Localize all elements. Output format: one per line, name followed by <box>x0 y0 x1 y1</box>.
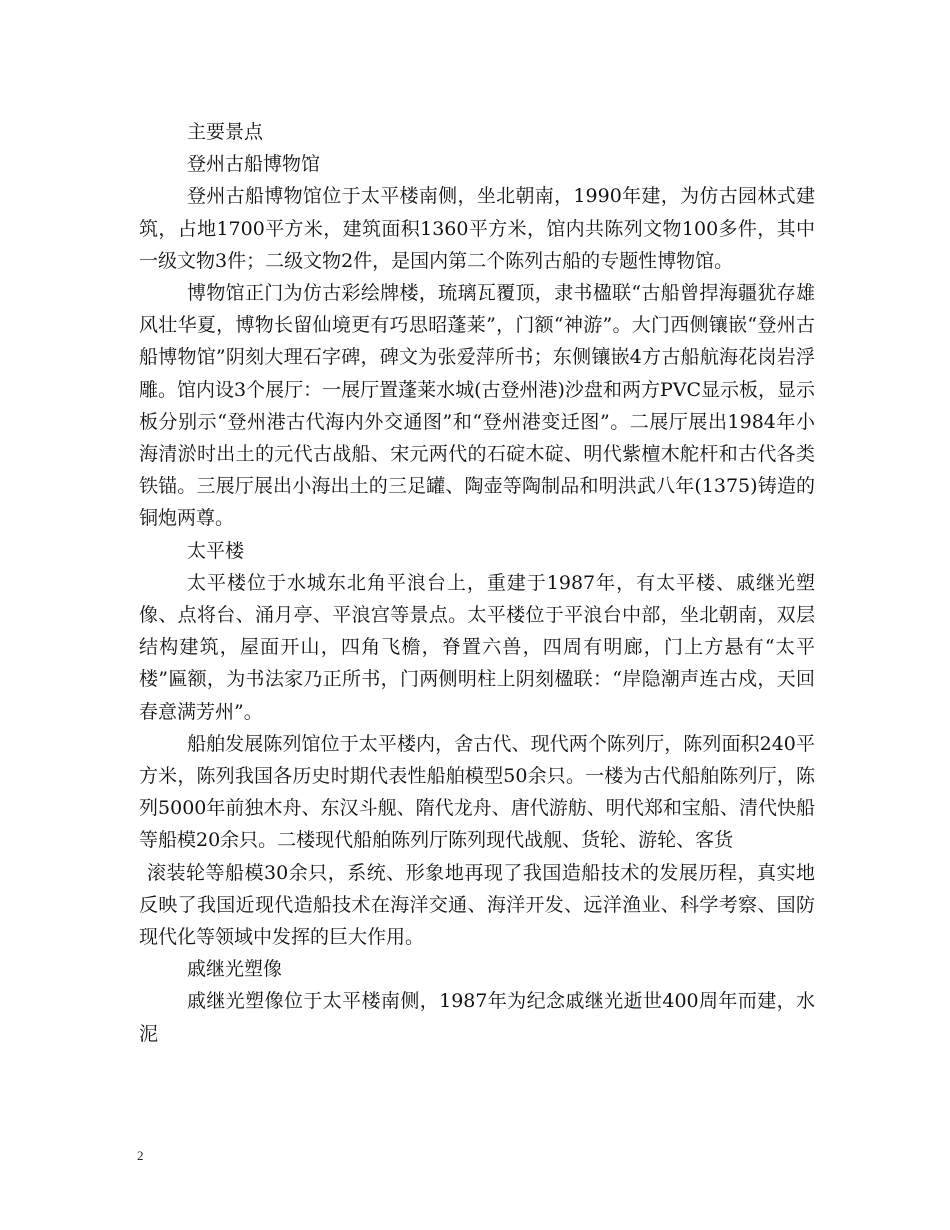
section-title-qi-jiguang-statue: 戚继光塑像 <box>187 958 283 981</box>
paragraph-ship-exhibition-continued: 滚装轮等船模30余只，系统、形象地再现了我国造船技术的发展历程，真实地反映了我国近现代造船技术在海洋交通、海洋开发、远洋渔业、科学考察、国防现代化等领域中发挥的巨大作用。 <box>139 861 815 949</box>
paragraph-statue: 戚继光塑像位于太平楼南侧，1987年为纪念戚继光逝世400周年而建，水泥 <box>139 990 815 1045</box>
paragraph-ship-exhibition: 船舶发展陈列馆位于太平楼内，舍古代、现代两个陈列厅，陈列面积240平方米，陈列我国各历史时期代表性船舶模型50余只。一楼为古代船舶陈列厅，陈列5000年前独木舟、东汉斗舰、隋代龙舟、唐代游舫、明代郑和宝船、清代快船等船模20余只。二楼现代船舶陈列厅陈列现代战舰、货轮、游轮、客货 <box>139 732 815 852</box>
page-number: 2 <box>137 1148 144 1163</box>
document-body <box>139 116 815 1050</box>
section-title-taiping-tower: 太平楼 <box>187 539 245 562</box>
heading-main: 主要景点 <box>187 121 264 143</box>
section-title-ancient-ship-museum: 登州古船博物馆 <box>187 153 321 176</box>
paragraph-taiping-overview: 太平楼位于水城东北角平浪台上，重建于1987年，有太平楼、戚继光塑像、点将台、涌月亭、平浪宫等景点。太平楼位于平浪台中部，坐北朝南，双层结构建筑，屋面开山，四角飞檐，脊置六兽，四周有明廊，门上方悬有“太平楼”匾额，为书法家乃正所书，门两侧明柱上阴刻楹联：“岸隐潮声连古戍，天回春意满芳州”。 <box>139 571 815 723</box>
paragraph-museum-overview: 登州古船博物馆位于太平楼南侧，坐北朝南，1990年建，为仿古园林式建筑，占地1700平方米，建筑面积1360平方米，馆内共陈列文物100多件，其中一级文物3件；二级文物2件，是国内第二个陈列古船的专题性博物馆。 <box>139 185 815 272</box>
paragraph-museum-details: 博物馆正门为仿古彩绘牌楼，琉璃瓦覆顶，隶书楹联“古船曾捍海疆犹存雄风壮华夏，博物长留仙境更有巧思昭蓬莱”，门额“神游”。大门西侧镶嵌“登州古船博物馆”阴刻大理石字碑，碑文为张爱萍所书；东侧镶嵌4方古船航海花岗岩浮雕。馆内设3个展厅：一展厅置蓬莱水城(古登州港)沙盘和两方PVC显示板，显示板分别示“登州港古代海内外交通图”和“登州港变迁图”。二展厅展出1984年小海清淤时出土的元代古战船、宋元两代的石碇木碇、明代紫檀木舵杆和古代各类铁锚。三展厅展出小海出土的三足罐、陶壶等陶制品和明洪武八年(1375)铸造的铜炮两尊。 <box>139 281 815 530</box>
